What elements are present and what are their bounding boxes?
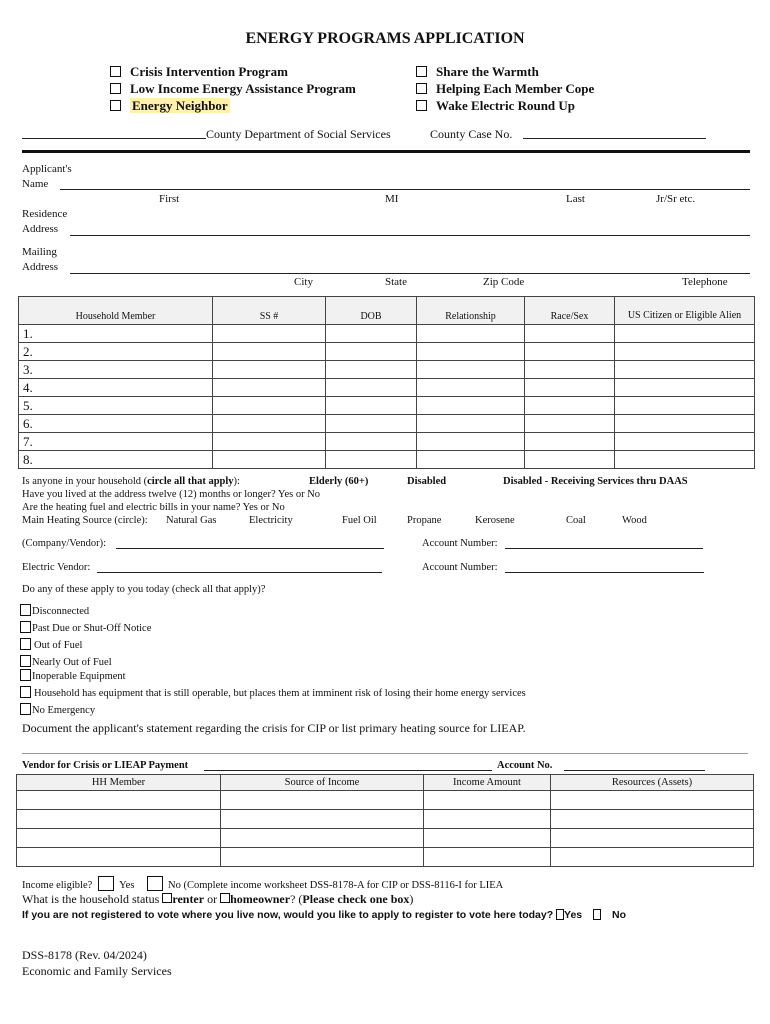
col-ss: SS # <box>213 297 326 325</box>
heating-wood[interactable]: Wood <box>622 515 647 526</box>
homeowner-checkbox[interactable] <box>220 893 230 903</box>
applicant-name-field[interactable] <box>60 189 750 190</box>
company-vendor-label: (Company/Vendor): <box>22 538 106 549</box>
section-divider-2 <box>22 753 748 754</box>
name-mi-label: MI <box>385 193 399 205</box>
account-number-label-2: Account Number: <box>422 562 498 573</box>
mailing-label-2: Address <box>22 261 59 273</box>
residence-label-1: Residence <box>22 208 68 220</box>
heating-natural-gas[interactable]: Natural Gas <box>166 515 217 526</box>
option-disabled[interactable]: Disabled <box>407 476 447 487</box>
address-telephone-label: Telephone <box>682 276 728 288</box>
checkbox[interactable] <box>20 686 31 698</box>
row-number[interactable]: 7. <box>19 433 213 451</box>
checkbox[interactable] <box>20 604 31 616</box>
checkbox[interactable] <box>20 669 31 681</box>
electric-vendor-label: Electric Vendor: <box>22 562 91 573</box>
heating-coal[interactable]: Coal <box>566 515 586 526</box>
table-row <box>17 829 754 848</box>
mailing-label-1: Mailing <box>22 246 57 258</box>
col-source-of-income: Source of Income <box>221 775 424 791</box>
condition-out-of-fuel[interactable]: Out of Fuel <box>20 638 82 651</box>
col-race-sex: Race/Sex <box>525 297 615 325</box>
vote-no-checkbox[interactable] <box>593 909 601 920</box>
renter-checkbox[interactable] <box>162 893 172 903</box>
heating-source-label: Main Heating Source (circle): <box>22 515 148 526</box>
residence-address-field[interactable] <box>70 235 750 236</box>
option-disabled-daas[interactable]: Disabled - Receiving Services thru DAAS <box>503 476 688 487</box>
table-row <box>19 325 755 343</box>
condition-disconnected[interactable]: Disconnected <box>20 604 89 617</box>
section-divider <box>22 150 750 153</box>
table-row <box>17 791 754 810</box>
row-number[interactable]: 5. <box>19 397 213 415</box>
condition-no-emergency[interactable]: No Emergency <box>20 703 95 716</box>
table-row <box>17 848 754 867</box>
row-number[interactable]: 3. <box>19 361 213 379</box>
name-suffix-label: Jr/Sr etc. <box>656 193 696 205</box>
address-zip-label: Zip Code <box>483 276 525 288</box>
mailing-address-field[interactable] <box>70 273 750 274</box>
company-vendor-field[interactable] <box>116 548 384 549</box>
account-number-field-2[interactable] <box>505 572 704 573</box>
table-row <box>19 397 755 415</box>
checkbox[interactable] <box>20 703 31 715</box>
checkbox[interactable] <box>20 621 31 633</box>
vendor-payment-label: Vendor for Crisis or LIEAP Payment <box>22 760 189 771</box>
apply-today-label: Do any of these apply to you today (check all that apply)? <box>22 584 266 595</box>
vote-row: If you are not registered to vote where you live now, would you like to apply to register to vote here today? Yes No <box>22 909 626 921</box>
income-table <box>16 774 754 867</box>
account-number-label-1: Account Number: <box>422 538 498 549</box>
vote-yes-checkbox[interactable] <box>556 909 564 920</box>
income-eligible-no-checkbox[interactable] <box>147 876 163 891</box>
question-household-members: Is anyone in your household (circle all that apply): <box>22 476 240 487</box>
col-hh-member: HH Member <box>17 775 221 791</box>
county-case-label: County Case No. <box>430 127 513 141</box>
form-number: DSS-8178 (Rev. 04/2024) <box>22 948 147 962</box>
program-crisis-intervention[interactable]: Crisis Intervention Program <box>110 64 288 80</box>
checkbox[interactable] <box>110 83 121 94</box>
electric-vendor-field[interactable] <box>97 572 382 573</box>
program-lieap[interactable]: Low Income Energy Assistance Program <box>110 81 356 97</box>
account-number-field-1[interactable] <box>505 548 703 549</box>
program-wake-electric-round-up[interactable]: Wake Electric Round Up <box>416 98 575 114</box>
heating-kerosene[interactable]: Kerosene <box>475 515 515 526</box>
form-department: Economic and Family Services <box>22 964 172 978</box>
col-resources: Resources (Assets) <box>551 775 754 791</box>
program-energy-neighbor[interactable]: Energy Neighbor <box>110 98 230 114</box>
residence-label-2: Address <box>22 223 59 235</box>
table-row <box>17 810 754 829</box>
heating-propane[interactable]: Propane <box>407 515 442 526</box>
condition-imminent-risk[interactable]: Household has equipment that is still operable, but places them at imminent risk of losing their home energy services <box>20 686 526 699</box>
condition-past-due[interactable]: Past Due or Shut-Off Notice <box>20 621 151 634</box>
col-household-member: Household Member <box>19 297 213 325</box>
checkbox[interactable] <box>416 66 427 77</box>
question-bills-in-name: Are the heating fuel and electric bills in your name? Yes or No <box>22 502 285 513</box>
row-number[interactable]: 8. <box>19 451 213 469</box>
county-field[interactable] <box>22 138 206 139</box>
table-row <box>19 361 755 379</box>
income-eligible-row: Income eligible? Yes No (Complete income worksheet DSS-8178-A for CIP or DSS-8116-I for LIEA <box>22 876 503 891</box>
address-state-label: State <box>385 276 407 288</box>
page-title: ENERGY PROGRAMS APPLICATION <box>245 30 525 47</box>
income-eligible-yes-checkbox[interactable] <box>98 876 114 891</box>
program-helping-each-member-cope[interactable]: Helping Each Member Cope <box>416 81 594 97</box>
table-row <box>19 433 755 451</box>
col-citizen: US Citizen or Eligible Alien <box>615 297 755 325</box>
row-number[interactable]: 4. <box>19 379 213 397</box>
name-last-label: Last <box>566 193 585 205</box>
table-row <box>19 415 755 433</box>
option-elderly[interactable]: Elderly (60+) <box>309 476 369 487</box>
row-number[interactable]: 6. <box>19 415 213 433</box>
condition-inoperable-equipment[interactable]: Inoperable Equipment <box>20 669 126 682</box>
vendor-payment-field[interactable] <box>204 770 492 771</box>
table-row <box>19 451 755 469</box>
checkbox[interactable] <box>110 100 121 111</box>
household-table <box>18 296 755 469</box>
county-dept-label: County Department of Social Services <box>206 127 391 141</box>
checkbox[interactable] <box>416 83 427 94</box>
checkbox[interactable] <box>110 66 121 77</box>
applicant-label-2: Name <box>22 178 49 190</box>
question-twelve-months: Have you lived at the address twelve (12) months or longer? Yes or No <box>22 489 321 500</box>
col-dob: DOB <box>326 297 417 325</box>
heating-fuel-oil[interactable]: Fuel Oil <box>342 515 377 526</box>
heating-electricity[interactable]: Electricity <box>249 515 293 526</box>
applicant-label-1: Applicant's <box>22 163 72 175</box>
checkbox[interactable] <box>20 655 31 667</box>
program-share-the-warmth[interactable]: Share the Warmth <box>416 64 539 80</box>
table-row <box>19 343 755 361</box>
checkbox[interactable] <box>416 100 427 111</box>
address-city-label: City <box>294 276 313 288</box>
household-status-row: What is the household status renter or homeowner? (Please check one box) <box>22 892 414 906</box>
table-row <box>19 379 755 397</box>
account-no-label: Account No. <box>497 760 553 771</box>
row-number[interactable]: 2. <box>19 343 213 361</box>
checkbox[interactable] <box>20 638 31 650</box>
row-number[interactable]: 1. <box>19 325 213 343</box>
county-case-field[interactable] <box>523 138 706 139</box>
document-statement: Document the applicant's statement regarding the crisis for CIP or list primary heating source for LIEAP. <box>22 721 526 735</box>
col-income-amount: Income Amount <box>424 775 551 791</box>
col-relationship: Relationship <box>417 297 525 325</box>
name-first-label: First <box>159 193 180 205</box>
account-no-field[interactable] <box>564 770 705 771</box>
condition-nearly-out-of-fuel[interactable]: Nearly Out of Fuel <box>20 655 112 668</box>
